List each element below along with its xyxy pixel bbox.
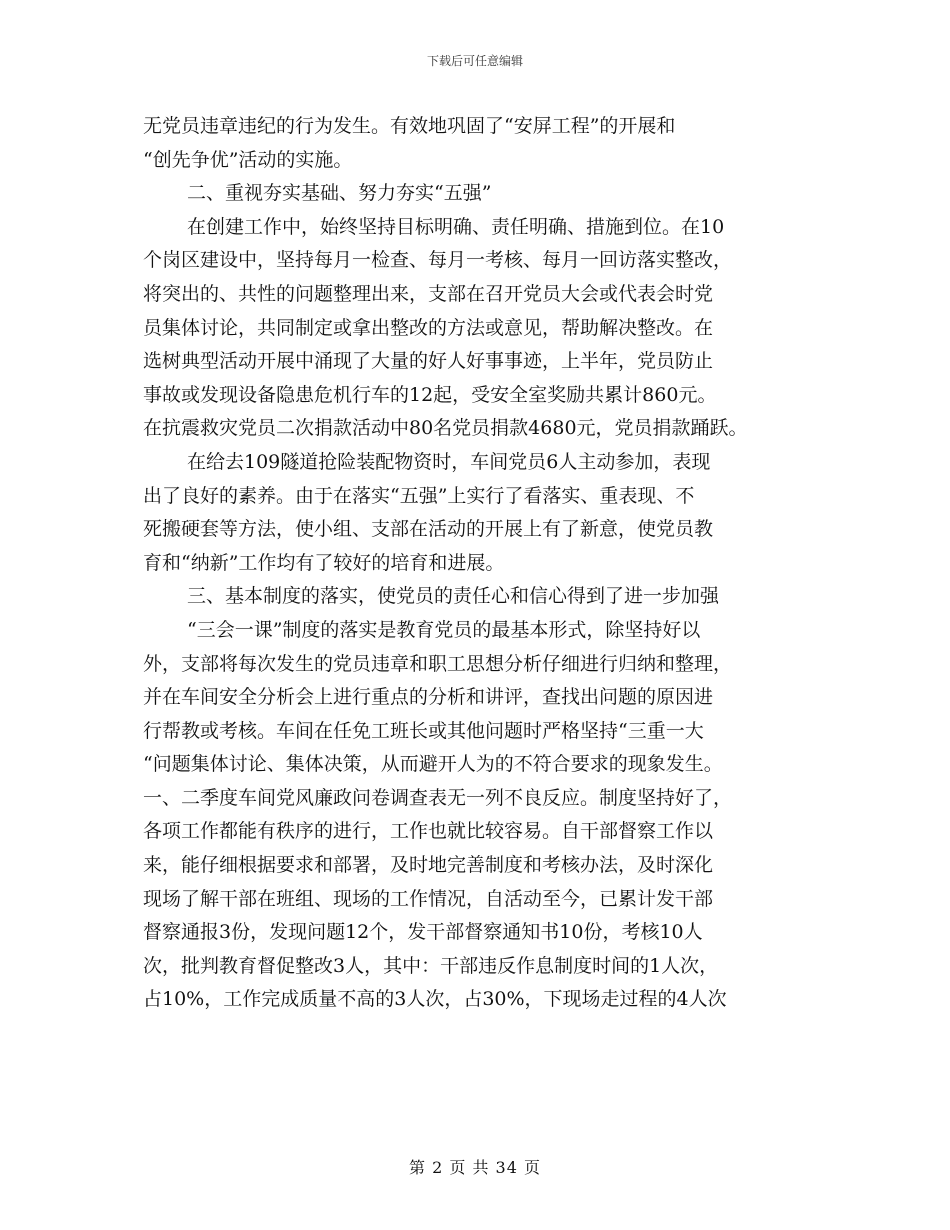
text-line: 个岗区建设中，坚持每月一检查、每月一考核、每月一回访落实整改， [143, 249, 733, 272]
text-line: 占10%，工作完成质量不高的3人次，占30%，下现场走过程的4人次 [143, 988, 727, 1011]
text-line: 各项工作都能有秩序的进行，工作也就比较容易。自干部督察工作以 [143, 820, 714, 843]
text-line: 次，批判教育督促整改3人，其中：干部违反作息制度时间的1人次， [143, 954, 719, 977]
page-header: 下载后可任意编辑 [426, 54, 523, 68]
text-line: 在创建工作中，始终坚持目标明确、责任明确、措施到位。在10 [187, 215, 725, 238]
text-line: 行帮教或考核。车间在任免工班长或其他问题时严格坚持“三重一大 [143, 719, 704, 742]
text-line: 在抗震救灾党员二次捐款活动中80名党员捐款4680元，党员捐款踊跃。 [143, 417, 748, 440]
text-line: 来，能仔细根据要求和部署，及时地完善制度和考核办法，及时深化 [143, 854, 714, 877]
text-line: 育和“纳新”工作均有了较好的培育和进展。 [143, 551, 505, 574]
section-heading: 三、基本制度的落实，使党员的责任心和信心得到了进一步加强 [187, 585, 720, 608]
text-line: “三会一课”制度的落实是教育党员的最基本形式，除坚持好以 [187, 618, 701, 641]
text-line: 员集体讨论，共同制定或拿出整改的方法或意见，帮助解决整改。在 [143, 316, 714, 339]
text-line: 外，支部将每次发生的党员违章和职工思想分析仔细进行归纳和整理， [143, 652, 733, 675]
text-line: 无党员违章违纪的行为发生。有效地巩固了“安屏工程”的开展和 [143, 115, 676, 137]
text-line: 一、二季度车间党风廉政问卷调查表无一列不良反应。制度坚持好了， [143, 786, 733, 809]
text-line: 死搬硬套等方法，使小组、支部在活动的开展上有了新意，使党员教 [143, 518, 714, 541]
text-line: 事故或发现设备隐患危机行车的12起，受安全室奖励共累计860元。 [143, 383, 717, 406]
page-footer: 第 2 页 共 34 页 [409, 1158, 541, 1177]
text-line: “问题集体讨论、集体决策，从而避开人为的不符合要求的现象发生。 [143, 753, 723, 776]
section-heading: 二、重视夯实基础、努力夯实“五强” [187, 182, 492, 205]
text-line: 督察通报3份，发现问题12个，发干部督察通知书10份，考核10人 [143, 921, 703, 944]
text-line: “创先争优”活动的实施。 [143, 148, 353, 171]
text-line: 并在车间安全分析会上进行重点的分析和讲评，查找出问题的原因进 [143, 686, 714, 709]
text-line: 在给去109隧道抢险装配物资时，车间党员6人主动参加，表现 [187, 450, 711, 473]
text-line: 现场了解干部在班组、现场的工作情况，自活动至今，已累计发干部 [143, 887, 714, 910]
text-line: 将突出的、共性的问题整理出来，支部在召开党员大会或代表会时党 [143, 282, 714, 305]
document-body [143, 110, 823, 1017]
text-line: 出了良好的素养。由于在落实“五强”上实行了看落实、重表现、不 [143, 484, 695, 507]
text-line: 选树典型活动开展中涌现了大量的好人好事事迹，上半年，党员防止 [143, 350, 714, 373]
